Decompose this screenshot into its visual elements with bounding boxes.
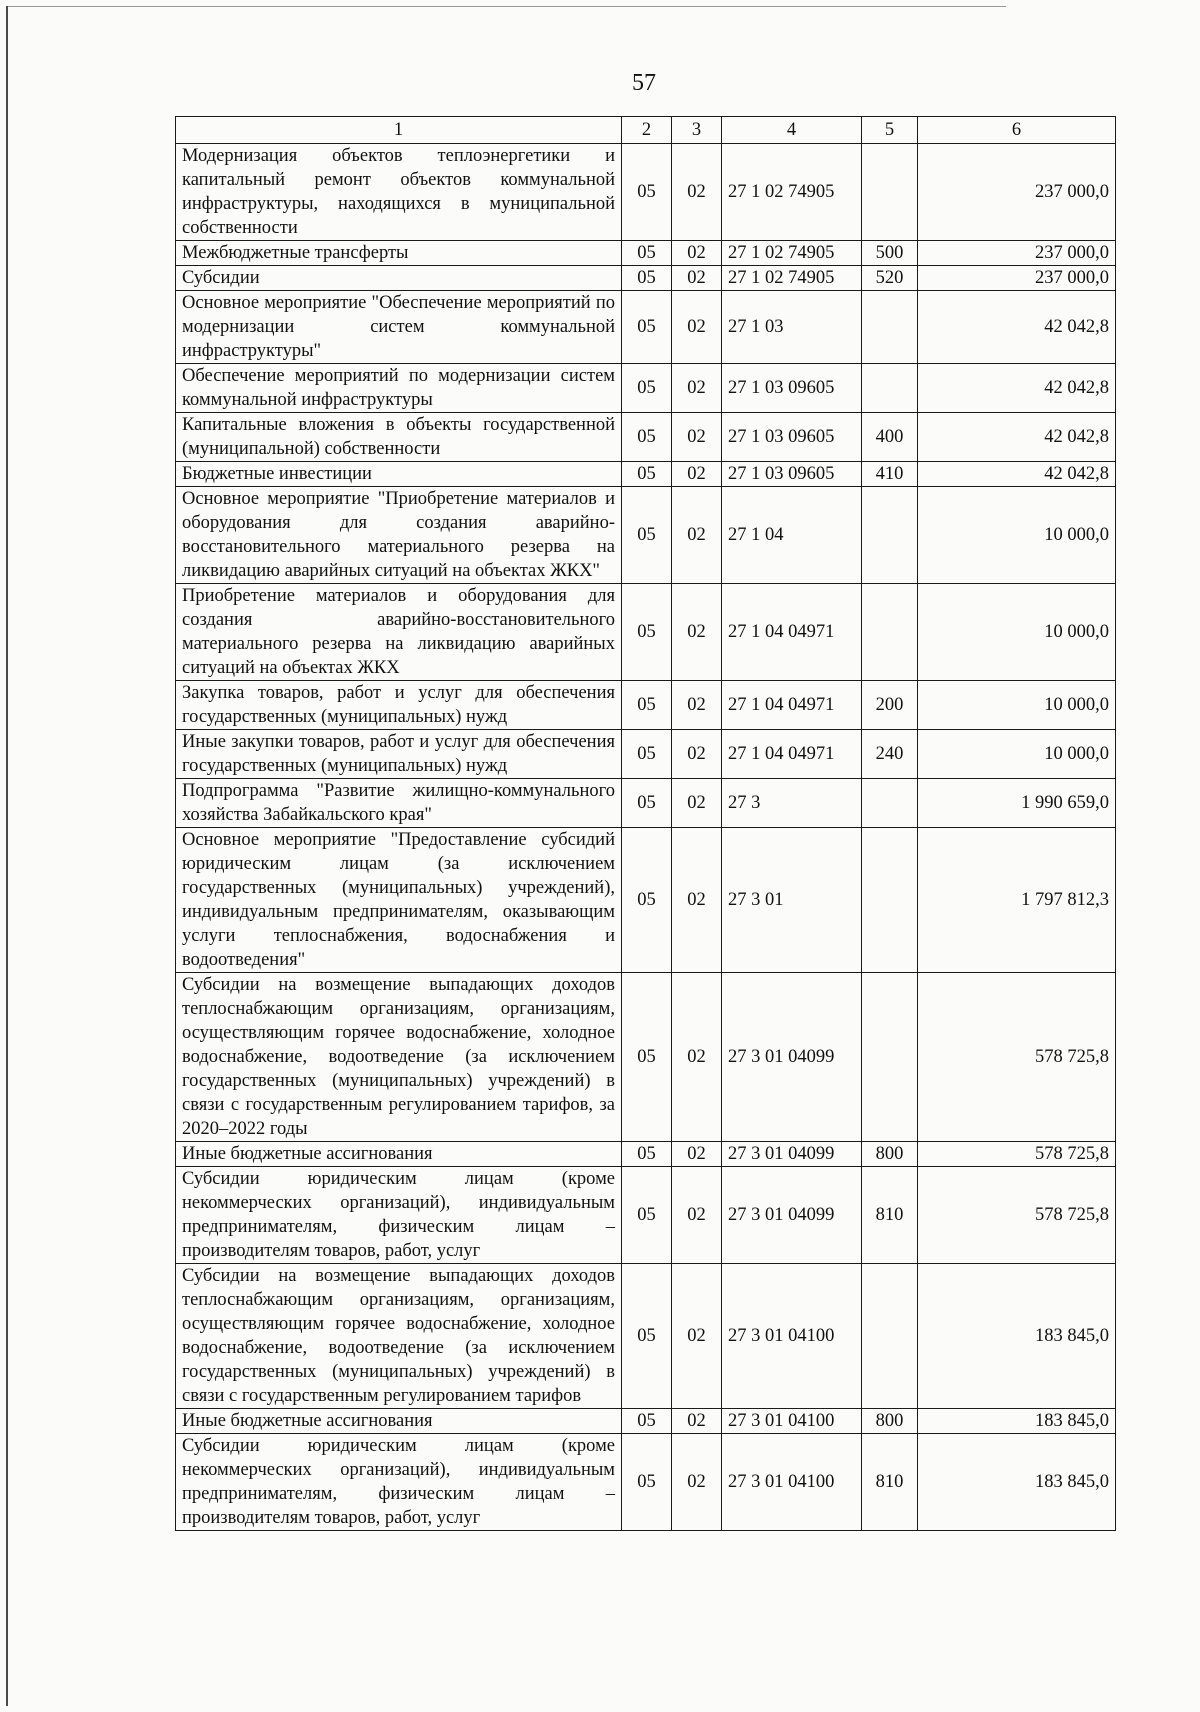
subsection-code-cell: 02 — [672, 291, 722, 364]
row-name-cell: Обеспечение мероприятий по модернизации систем коммунальной инфраструктуры — [176, 364, 622, 413]
expense-type-cell: 200 — [862, 681, 918, 730]
subsection-code-cell: 02 — [672, 266, 722, 291]
subsection-code-cell: 02 — [672, 241, 722, 266]
header-col-5: 5 — [862, 117, 918, 144]
header-col-6: 6 — [918, 117, 1116, 144]
section-code-cell: 05 — [622, 1167, 672, 1264]
row-name-cell: Субсидии на возмещение выпадающих доходов теплоснабжающим организациям, организациям, осуществляющим горячее водоснабжение, холодное водоснабжение, водоотведение (за исключением государственных (муниципальных) учреждений) в связи с государственным регулированием тарифов, за 2020–2022 годы — [176, 973, 622, 1142]
subsection-code-cell: 02 — [672, 584, 722, 681]
row-name-cell: Основное мероприятие "Предоставление субсидий юридическим лицам (за исключением государственных (муниципальных) учреждений), индивидуальным предпринимателям, оказывающим услуги теплоснабжения, водоснабжения и водоотведения" — [176, 828, 622, 973]
expense-type-cell — [862, 779, 918, 828]
expense-type-cell: 520 — [862, 266, 918, 291]
table-row — [176, 1142, 1116, 1167]
target-article-cell: 27 3 01 04099 — [722, 1142, 862, 1167]
section-code-cell: 05 — [622, 266, 672, 291]
subsection-code-cell: 02 — [672, 462, 722, 487]
target-article-cell: 27 3 01 04099 — [722, 1167, 862, 1264]
subsection-code-cell: 02 — [672, 144, 722, 241]
table-row — [176, 462, 1116, 487]
subsection-code-cell: 02 — [672, 413, 722, 462]
amount-cell: 10 000,0 — [918, 730, 1116, 779]
row-name-cell: Подпрограмма "Развитие жилищно-коммунального хозяйства Забайкальского края" — [176, 779, 622, 828]
table-row — [176, 266, 1116, 291]
amount-cell: 183 845,0 — [918, 1409, 1116, 1434]
target-article-cell: 27 3 — [722, 779, 862, 828]
target-article-cell: 27 1 02 74905 — [722, 144, 862, 241]
amount-cell: 10 000,0 — [918, 681, 1116, 730]
section-code-cell: 05 — [622, 681, 672, 730]
target-article-cell: 27 1 04 — [722, 487, 862, 584]
row-name-cell: Межбюджетные трансферты — [176, 241, 622, 266]
target-article-cell: 27 3 01 04099 — [722, 973, 862, 1142]
table-row — [176, 1167, 1116, 1264]
target-article-cell: 27 1 04 04971 — [722, 730, 862, 779]
section-code-cell: 05 — [622, 291, 672, 364]
target-article-cell: 27 3 01 04100 — [722, 1434, 862, 1531]
target-article-cell: 27 3 01 04100 — [722, 1264, 862, 1409]
header-col-1: 1 — [176, 117, 622, 144]
subsection-code-cell: 02 — [672, 973, 722, 1142]
expense-type-cell — [862, 584, 918, 681]
row-name-cell: Иные бюджетные ассигнования — [176, 1409, 622, 1434]
row-name-cell: Бюджетные инвестиции — [176, 462, 622, 487]
section-code-cell: 05 — [622, 413, 672, 462]
section-code-cell: 05 — [622, 1409, 672, 1434]
section-code-cell: 05 — [622, 1142, 672, 1167]
header-col-4: 4 — [722, 117, 862, 144]
row-name-cell: Модернизация объектов теплоэнергетики и капитальный ремонт объектов коммунальной инфраструктуры, находящихся в муниципальной собственности — [176, 144, 622, 241]
row-name-cell: Основное мероприятие "Приобретение материалов и оборудования для создания аварийно-восстановительного материального резерва на ликвидацию аварийных ситуаций на объектах ЖКХ" — [176, 487, 622, 584]
table-row — [176, 973, 1116, 1142]
subsection-code-cell: 02 — [672, 779, 722, 828]
subsection-code-cell: 02 — [672, 681, 722, 730]
header-row — [176, 117, 1116, 144]
table-row — [176, 584, 1116, 681]
expense-type-cell: 400 — [862, 413, 918, 462]
table-row — [176, 681, 1116, 730]
target-article-cell: 27 1 03 09605 — [722, 364, 862, 413]
budget-table — [175, 116, 1116, 1531]
expense-type-cell — [862, 364, 918, 413]
amount-cell: 10 000,0 — [918, 487, 1116, 584]
row-name-cell: Приобретение материалов и оборудования для создания аварийно-восстановительного материального резерва на ликвидацию аварийных ситуаций на объектах ЖКХ — [176, 584, 622, 681]
table-row — [176, 779, 1116, 828]
target-article-cell: 27 1 03 09605 — [722, 462, 862, 487]
expense-type-cell: 240 — [862, 730, 918, 779]
amount-cell: 237 000,0 — [918, 266, 1116, 291]
target-article-cell: 27 1 02 74905 — [722, 266, 862, 291]
section-code-cell: 05 — [622, 1264, 672, 1409]
subsection-code-cell: 02 — [672, 1167, 722, 1264]
table-row — [176, 828, 1116, 973]
row-name-cell: Иные закупки товаров, работ и услуг для обеспечения государственных (муниципальных) нужд — [176, 730, 622, 779]
section-code-cell: 05 — [622, 241, 672, 266]
subsection-code-cell: 02 — [672, 1409, 722, 1434]
expense-type-cell — [862, 828, 918, 973]
page-number: 57 — [632, 70, 656, 96]
table-row — [176, 730, 1116, 779]
amount-cell: 237 000,0 — [918, 241, 1116, 266]
table-row — [176, 1434, 1116, 1531]
expense-type-cell: 800 — [862, 1142, 918, 1167]
amount-cell: 1 990 659,0 — [918, 779, 1116, 828]
amount-cell: 10 000,0 — [918, 584, 1116, 681]
target-article-cell: 27 1 04 04971 — [722, 681, 862, 730]
table-body — [176, 144, 1116, 1531]
subsection-code-cell: 02 — [672, 364, 722, 413]
table-row — [176, 1264, 1116, 1409]
amount-cell: 42 042,8 — [918, 364, 1116, 413]
section-code-cell: 05 — [622, 779, 672, 828]
subsection-code-cell: 02 — [672, 1142, 722, 1167]
table-row — [176, 364, 1116, 413]
target-article-cell: 27 1 02 74905 — [722, 241, 862, 266]
table-row — [176, 144, 1116, 241]
row-name-cell: Иные бюджетные ассигнования — [176, 1142, 622, 1167]
expense-type-cell: 800 — [862, 1409, 918, 1434]
expense-type-cell: 500 — [862, 241, 918, 266]
scan-edge-top — [6, 6, 1006, 7]
subsection-code-cell: 02 — [672, 730, 722, 779]
subsection-code-cell: 02 — [672, 487, 722, 584]
table-row — [176, 291, 1116, 364]
amount-cell: 1 797 812,3 — [918, 828, 1116, 973]
row-name-cell: Закупка товаров, работ и услуг для обеспечения государственных (муниципальных) нужд — [176, 681, 622, 730]
section-code-cell: 05 — [622, 1434, 672, 1531]
table-row — [176, 1409, 1116, 1434]
scan-edge-left — [6, 6, 8, 1706]
row-name-cell: Субсидии на возмещение выпадающих доходов теплоснабжающим организациям, организациям, осуществляющим горячее водоснабжение, холодное водоснабжение, водоотведение (за исключением государственных (муниципальных) учреждений) в связи с государственным регулированием тарифов — [176, 1264, 622, 1409]
section-code-cell: 05 — [622, 144, 672, 241]
subsection-code-cell: 02 — [672, 1434, 722, 1531]
section-code-cell: 05 — [622, 973, 672, 1142]
expense-type-cell — [862, 144, 918, 241]
expense-type-cell — [862, 291, 918, 364]
amount-cell: 578 725,8 — [918, 973, 1116, 1142]
target-article-cell: 27 3 01 04100 — [722, 1409, 862, 1434]
subsection-code-cell: 02 — [672, 1264, 722, 1409]
row-name-cell: Субсидии юридическим лицам (кроме некоммерческих организаций), индивидуальным предпринимателям, физическим лицам – производителям товаров, работ, услуг — [176, 1434, 622, 1531]
expense-type-cell — [862, 487, 918, 584]
amount-cell: 183 845,0 — [918, 1264, 1116, 1409]
section-code-cell: 05 — [622, 584, 672, 681]
header-col-2: 2 — [622, 117, 672, 144]
header-col-3: 3 — [672, 117, 722, 144]
table-row — [176, 413, 1116, 462]
target-article-cell: 27 1 03 — [722, 291, 862, 364]
amount-cell: 237 000,0 — [918, 144, 1116, 241]
amount-cell: 183 845,0 — [918, 1434, 1116, 1531]
expense-type-cell: 810 — [862, 1167, 918, 1264]
amount-cell: 578 725,8 — [918, 1142, 1116, 1167]
row-name-cell: Субсидии юридическим лицам (кроме некоммерческих организаций), индивидуальным предпринимателям, физическим лицам – производителям товаров, работ, услуг — [176, 1167, 622, 1264]
section-code-cell: 05 — [622, 828, 672, 973]
table-row — [176, 487, 1116, 584]
target-article-cell: 27 1 03 09605 — [722, 413, 862, 462]
amount-cell: 42 042,8 — [918, 462, 1116, 487]
section-code-cell: 05 — [622, 730, 672, 779]
row-name-cell: Субсидии — [176, 266, 622, 291]
expense-type-cell — [862, 1264, 918, 1409]
section-code-cell: 05 — [622, 487, 672, 584]
section-code-cell: 05 — [622, 462, 672, 487]
section-code-cell: 05 — [622, 364, 672, 413]
expense-type-cell — [862, 973, 918, 1142]
row-name-cell: Основное мероприятие "Обеспечение мероприятий по модернизации систем коммунальной инфраструктуры" — [176, 291, 622, 364]
row-name-cell: Капитальные вложения в объекты государственной (муниципальной) собственности — [176, 413, 622, 462]
target-article-cell: 27 3 01 — [722, 828, 862, 973]
amount-cell: 42 042,8 — [918, 291, 1116, 364]
amount-cell: 42 042,8 — [918, 413, 1116, 462]
subsection-code-cell: 02 — [672, 828, 722, 973]
expense-type-cell: 810 — [862, 1434, 918, 1531]
table-row — [176, 241, 1116, 266]
amount-cell: 578 725,8 — [918, 1167, 1116, 1264]
target-article-cell: 27 1 04 04971 — [722, 584, 862, 681]
expense-type-cell: 410 — [862, 462, 918, 487]
